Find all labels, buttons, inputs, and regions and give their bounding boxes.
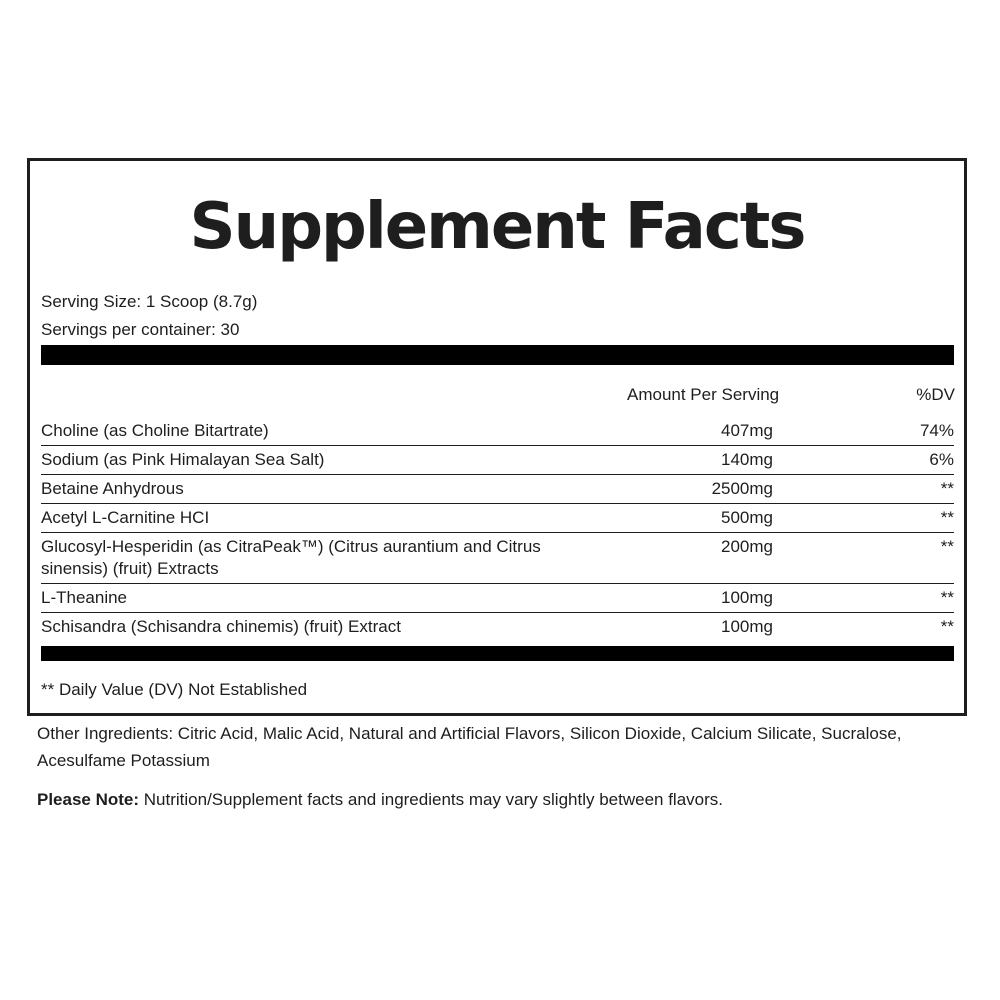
please-note-label: Please Note: [37,790,140,809]
servings-per-container: Servings per container: 30 [41,320,240,339]
please-note [37,789,723,811]
ingredient-name: Acetyl L-Carnitine HCI [41,508,210,527]
table-row [41,504,954,533]
ingredient-name: Choline (as Choline Bitartrate) [41,421,269,440]
ingredient-amount: 500mg [721,508,773,527]
table-row [41,584,954,613]
dv-column-header: %DV [916,385,955,404]
dv-footnote: ** Daily Value (DV) Not Established [41,680,308,699]
serving-size: Serving Size: 1 Scoop (8.7g) [41,292,258,311]
ingredient-amount: 200mg [721,537,773,556]
ingredient-dv: ** [940,588,954,607]
top-divider-bar [41,345,954,365]
ingredient-dv: ** [940,508,954,527]
ingredient-table [41,417,954,641]
bottom-divider-bar [41,646,954,661]
ingredient-name: Schisandra (Schisandra chinemis) (fruit) Extract [41,617,401,636]
table-row [41,417,954,446]
ingredient-name: L-Theanine [41,588,128,607]
ingredient-dv: ** [940,617,954,636]
panel-title: Supplement Facts [189,190,805,264]
amount-column-header: Amount Per Serving [627,385,780,404]
ingredient-amount: 100mg [721,588,773,607]
ingredient-amount: 407mg [721,421,773,440]
ingredient-dv: ** [940,479,954,498]
ingredient-name: Glucosyl-Hesperidin (as CitraPeak™) (Citrus aurantium and Citrus sinensis) (fruit) Extracts [41,537,541,578]
ingredient-dv: 6% [929,450,954,469]
ingredient-amount: 2500mg [711,479,773,498]
ingredient-name: Sodium (as Pink Himalayan Sea Salt) [41,450,325,469]
table-row [41,475,954,504]
ingredient-dv: ** [940,537,954,556]
table-row [41,613,954,641]
table-row [41,533,954,584]
other-ingredients: Other Ingredients: Citric Acid, Malic Acid, Natural and Artificial Flavors, Silicon Dioxide, Calcium Silicate, Sucralose, Acesulfame Potassium [37,724,902,770]
ingredient-dv: 74% [919,421,954,440]
please-note-text: Nutrition/Supplement facts and ingredients may vary slightly between flavors. [139,790,723,809]
table-row [41,446,954,475]
ingredient-amount: 100mg [721,617,773,636]
ingredient-amount: 140mg [721,450,773,469]
ingredient-name: Betaine Anhydrous [41,479,184,498]
supplement-facts-panel [27,158,967,716]
